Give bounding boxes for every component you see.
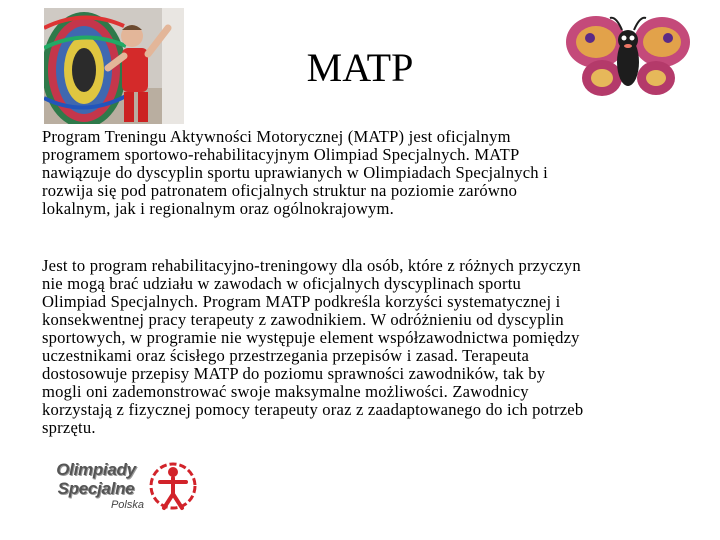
logo-wordmark — [44, 460, 148, 512]
logo-line-olimpiady: Olimpiady — [56, 460, 136, 479]
intro-paragraph: Program Treningu Aktywności Motorycznej (MATP) jest oficjalnym programem sportowo-rehabilitacyjnym Olimpiad Specjalnych. MATP nawiązuje do dyscyplin sportu uprawianych w Olimpiadach Specjalnych i rozwija się pod patronatem oficjalnych struktur na poziomie zarówno lokalnym, jak i regionalnym oraz ogólnokrajowym. — [42, 127, 548, 218]
special-olympics-emblem-icon — [148, 458, 198, 518]
special-olympics-poland-logo — [40, 456, 200, 522]
slide-title: MATP — [306, 45, 414, 90]
description-paragraph: Jest to program rehabilitacyjno-treningowy dla osób, które z różnych przyczyn nie mogą brać udziału w zawodach w oficjalnych dyscyplinach sportu Olimpiad Specjalnych. Program MATP podkreśla korzyści systematycznej i konsekwentnej pracy terapeuty z zawodnikiem. W odróżnieniu od dyscyplin sportowych, w programie nie występuje element współzawodnictwa pomiędzy uczestnikami oraz ścisłego przestrzegania przepisów i zasad. Terapeuta dostosowuje przepisy MATP do poziomu sprawności zawodników, tak by mogli oni zademonstrować swoje maksymalne możliwości. Zawodnicy korzystają z fizycznej pomocy terapeuty oraz z zaadaptowanego do ich potrzeb sprzętu. — [42, 256, 584, 437]
logo-line-polska: Polska — [110, 499, 144, 511]
logo-line-specjalne: Specjalne — [57, 479, 135, 498]
